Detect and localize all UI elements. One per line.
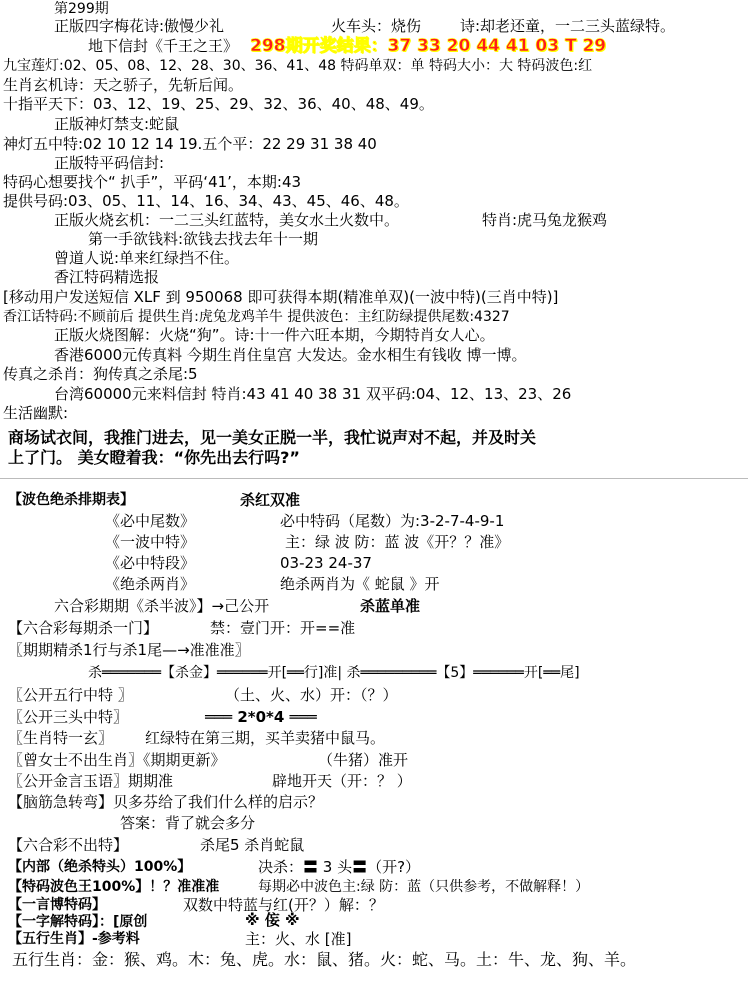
text-line: 必中特码（尾数）为:3-2-7-4-9-1 [280, 512, 505, 530]
text-line: 香江话特码:不顾前后 提供生肖:虎兔龙鸡羊牛 提供波色：主红防绿提供尾数:4327 [3, 309, 510, 325]
text-line: 九宝莲灯:02、05、08、12、28、30、36、41、48 特码单双：单 特码大小：大 特码波色:红 [3, 58, 593, 74]
text-line: [移动用户发送短信 XLF 到 950068 即可获得本期(精准单双)(一波中特)(三肖中特)] [3, 288, 559, 306]
text-line: 【一言博特码】 [8, 897, 106, 913]
text-line: 杀蓝单准 [360, 597, 421, 615]
text-line: 十指平天下：03、12、19、25、29、32、36、40、48、49。 [3, 95, 434, 113]
text-line: 正版火烧玄机：一二三头红蓝特，美女水土火数中。 [54, 211, 400, 229]
text-line: 绝杀两肖为《 蛇鼠 》开 [280, 575, 440, 593]
text-line: 【一字解特码】：[原创 [8, 914, 148, 930]
text-line: 主：火、水 [准] [245, 930, 352, 948]
text-line: 〖曾女士不出生肖〗《期期更新》 [8, 751, 226, 769]
text-line: 生活幽默: [3, 404, 69, 422]
text-line: 商场试衣间，我推门进去，见一美女正脱一半，我忙说声对不起，并及时关 [8, 428, 537, 447]
text-line: 杀红双准 [240, 491, 301, 509]
text-line: 杀尾5 杀肖蛇鼠 [200, 836, 305, 854]
text-line: 【特码波色王100%】！？准准准 [8, 879, 220, 895]
text-line: 辟地开天（开：？ ） [272, 772, 412, 790]
text-line: （土、火、水）开：（？） [225, 686, 398, 704]
text-line: 正版火烧图解：火烧“狗”。诗:十一件六旺本期，今期特肖女人心。 [54, 326, 495, 344]
text-line: 正版四字梅花诗:傲慢少礼 [54, 17, 225, 35]
text-line: 提供号码:03、05、11、14、16、34、43、45、46、48。 [3, 192, 409, 210]
text-line: 正版特平码信封: [54, 154, 165, 172]
text-line: 《必中特段》 [105, 554, 196, 572]
text-line: 双数中特蓝与红(开？）解：？ [183, 896, 384, 914]
section-divider [0, 478, 748, 479]
text-line: 神灯五中特:02 10 12 14 19.五个平：22 29 31 38 40 [3, 135, 377, 153]
text-line: 五行生肖：金：猴、鸡。木：兔、虎。水：鼠、猪。火：蛇、马。土：牛、龙、狗、羊。 [12, 950, 637, 969]
text-line: 《绝杀两肖》 [105, 575, 196, 593]
text-line: 第一手欲钱料:欲钱去找去年十一期 [88, 230, 319, 248]
text-line: 传真之杀肖：狗传真之杀尾:5 [3, 365, 198, 383]
text-line: 《必中尾数》 [105, 512, 196, 530]
text-line: 上了门。 美女瞪着我：“你先出去行吗?” [8, 448, 300, 467]
text-line: 《一波中特》 [105, 533, 196, 551]
text-line: 〖公开金言玉语〗期期准 [8, 772, 174, 790]
text-line: （牛猪）准开 [318, 751, 409, 769]
text-line: 地下信封《千王之王》 [88, 37, 239, 55]
text-line: 〖期期精杀1行与杀1尾—→准准准〗 [8, 641, 250, 659]
text-line: 〖公开三头中特〗 [8, 708, 129, 726]
text-line: 香港6000元传真料 今期生肖住皇宫 大发达。金水相生有钱收 博一博。 [54, 346, 527, 364]
text-line: 红绿特在第三期，买羊卖猪中鼠马。 [145, 729, 386, 747]
text-line: 禁：壹门开：开==准 [210, 619, 356, 637]
text-line: 〖生肖特一玄〗 [8, 729, 114, 747]
text-line: 答案：背了就会多分 [120, 814, 256, 832]
text-line: 六合彩期期《杀半波》】→己公开 [54, 597, 270, 615]
text-line: 曾道人说:单来红绿挡不住。 [54, 249, 240, 267]
text-line: 主：绿 波 防：蓝 波《开？？准》 [285, 533, 510, 551]
text-line: 【内部（绝杀特头）100%】 [8, 859, 192, 875]
text-line: 决杀：〓 3 头〓（开?） [258, 858, 421, 876]
text-line: 火车头：烧伤 [331, 17, 422, 35]
text-line: 【五行生肖】-参考料 [8, 931, 140, 947]
text-line: 第299期 [54, 1, 109, 17]
text-line: 生肖玄机诗：天之骄子，先斩后闻。 [3, 76, 244, 94]
text-line: 正版神灯禁支:蛇鼠 [54, 115, 180, 133]
text-line: 〖公开五行中特 〗 [8, 686, 133, 704]
draw-result-banner: 298期开奖结果：37 33 20 44 41 03 T 29 [250, 36, 607, 56]
text-line: 每期必中波色主:绿 防：蓝（只供参考，不做解释！） [258, 879, 590, 895]
text-line: 诗:却老还童，一二三头蓝绿特。 [460, 17, 676, 35]
text-line: 【六合彩每期杀一门】 [8, 619, 159, 637]
text-line: 03-23 24-37 [280, 554, 372, 572]
text-line: 【波色绝杀排期表】 [8, 492, 134, 508]
text-line: 特肖:虎马兔龙猴鸡 [482, 211, 608, 229]
text-line: 【六合彩不出特】 [8, 836, 129, 854]
text-line: 特码心想要找个“ 扒手”，平码‘41’，本期:43 [3, 173, 302, 191]
text-line: 香江特码精选报 [54, 268, 160, 286]
text-line: ※ 侫 ※ [245, 911, 300, 929]
text-line: 【脑筋急转弯】贝多芬给了我们什么样的启示？ [8, 793, 324, 811]
text-line: 台湾60000元来料信封 特肖:43 41 40 38 31 双平码:04、12、13、23、26 [54, 385, 572, 403]
text-line: ═══ 2*0*4 ═══ [205, 708, 317, 726]
text-line: 杀═══════【杀金】══════开[══行]准| 杀═════════【5】══════开[══尾] [88, 665, 580, 681]
